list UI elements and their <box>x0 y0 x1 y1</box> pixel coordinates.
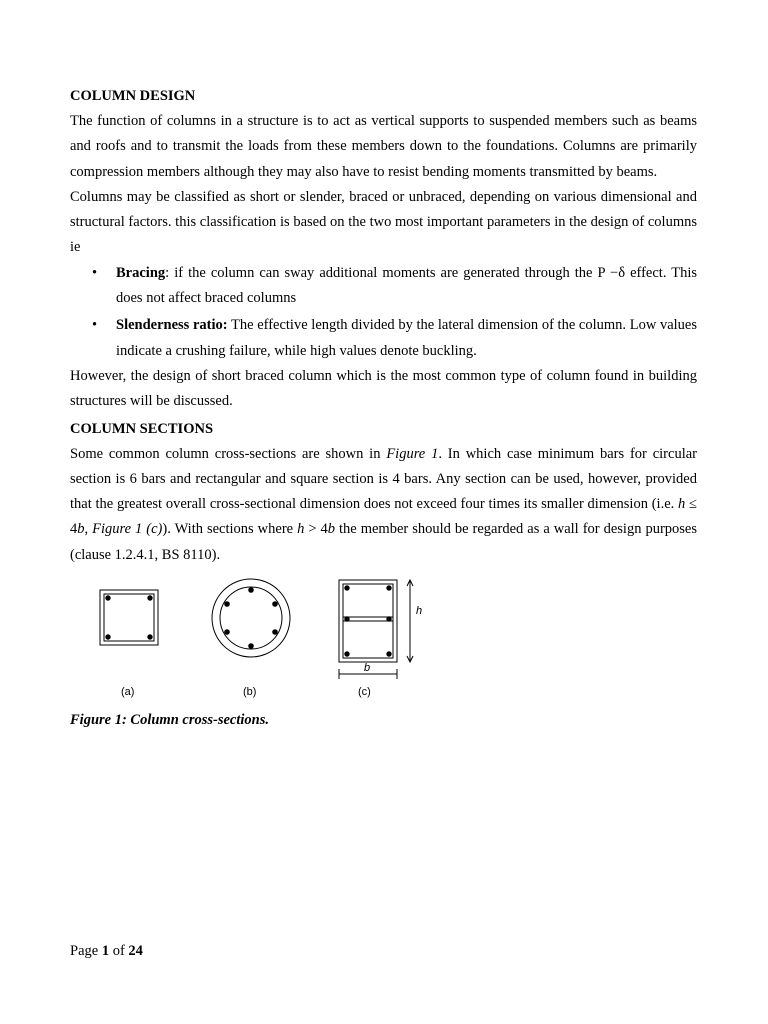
rectangular-section <box>339 580 413 679</box>
circular-section <box>212 579 290 657</box>
total-pages: 24 <box>128 943 143 959</box>
heading-column-sections: COLUMN SECTIONS <box>70 420 214 437</box>
square-section <box>100 590 158 645</box>
document-body <box>70 84 697 733</box>
figure-reference: Figure 1 <box>386 445 439 462</box>
paragraph-short-braced: However, the design of short braced column which is the most common type of column found in building structures will be discussed. <box>70 367 697 410</box>
bullet-text: : if the column can sway additional moments are generated through the P −δ effect. This does not affect braced columns <box>116 264 697 307</box>
bullet-term: Slenderness ratio: <box>116 317 228 334</box>
label-c: (c) <box>358 686 371 699</box>
figure-column-sections <box>70 578 697 708</box>
bullet-list <box>70 261 697 364</box>
bullet-term: Bracing <box>116 264 166 281</box>
figure-reference: Figure 1 (c) <box>92 521 163 538</box>
column-sections-diagram <box>90 578 450 708</box>
dim-b-label: b <box>364 662 371 675</box>
page-footer: Page 1 of 24 <box>70 943 143 959</box>
label-b: (b) <box>243 686 257 699</box>
dim-h-label: h <box>416 605 423 618</box>
paragraph-function: The function of columns in a structure is to act as vertical supports to suspended members such as beams and roofs and to transmit the loads from these members down to the foundations. Columns are primarily compression members although they may also have to resist bending moments transmitted by beams. <box>70 113 697 180</box>
bullet-bracing: • Bracing: if the column can sway additional moments are generated through the P −δ effect. This does not affect braced columns <box>92 264 697 307</box>
figure-caption: Figure 1: Column cross-sections. <box>70 712 269 729</box>
bullet-text: The effective length divided by the lateral dimension of the column. Low values indicate a crushing failure, while high values denote buckling. <box>116 317 697 359</box>
label-a: (a) <box>121 686 135 699</box>
paragraph-classification: Columns may be classified as short or slender, braced or unbraced, depending on various dimensional and structural factors. this classification is based on the two most important parameters in the design of columns ie <box>70 188 697 256</box>
heading-column-design: COLUMN DESIGN <box>70 88 196 104</box>
bullet-slenderness: • Slenderness ratio: The effective length divided by the lateral dimension of the column. Low values indicate a crushing failure, while high values denote buckling. <box>92 317 697 359</box>
current-page: 1 <box>101 943 110 959</box>
paragraph-sections: Some common column cross-sections are shown in Figure 1. In which case minimum bars for circular section is 6 bars and rectangular and square section is 4 bars. Any section can be used, however, provided that the greatest overall cross-sectional dimension does not exceed four times its smaller dimension (i.e. h ≤ 4b, Figure 1 (c)). With sections where h > 4b the member should be regarded as a wall for design purposes (clause 1.2.4.1, BS 8110). <box>70 445 697 563</box>
